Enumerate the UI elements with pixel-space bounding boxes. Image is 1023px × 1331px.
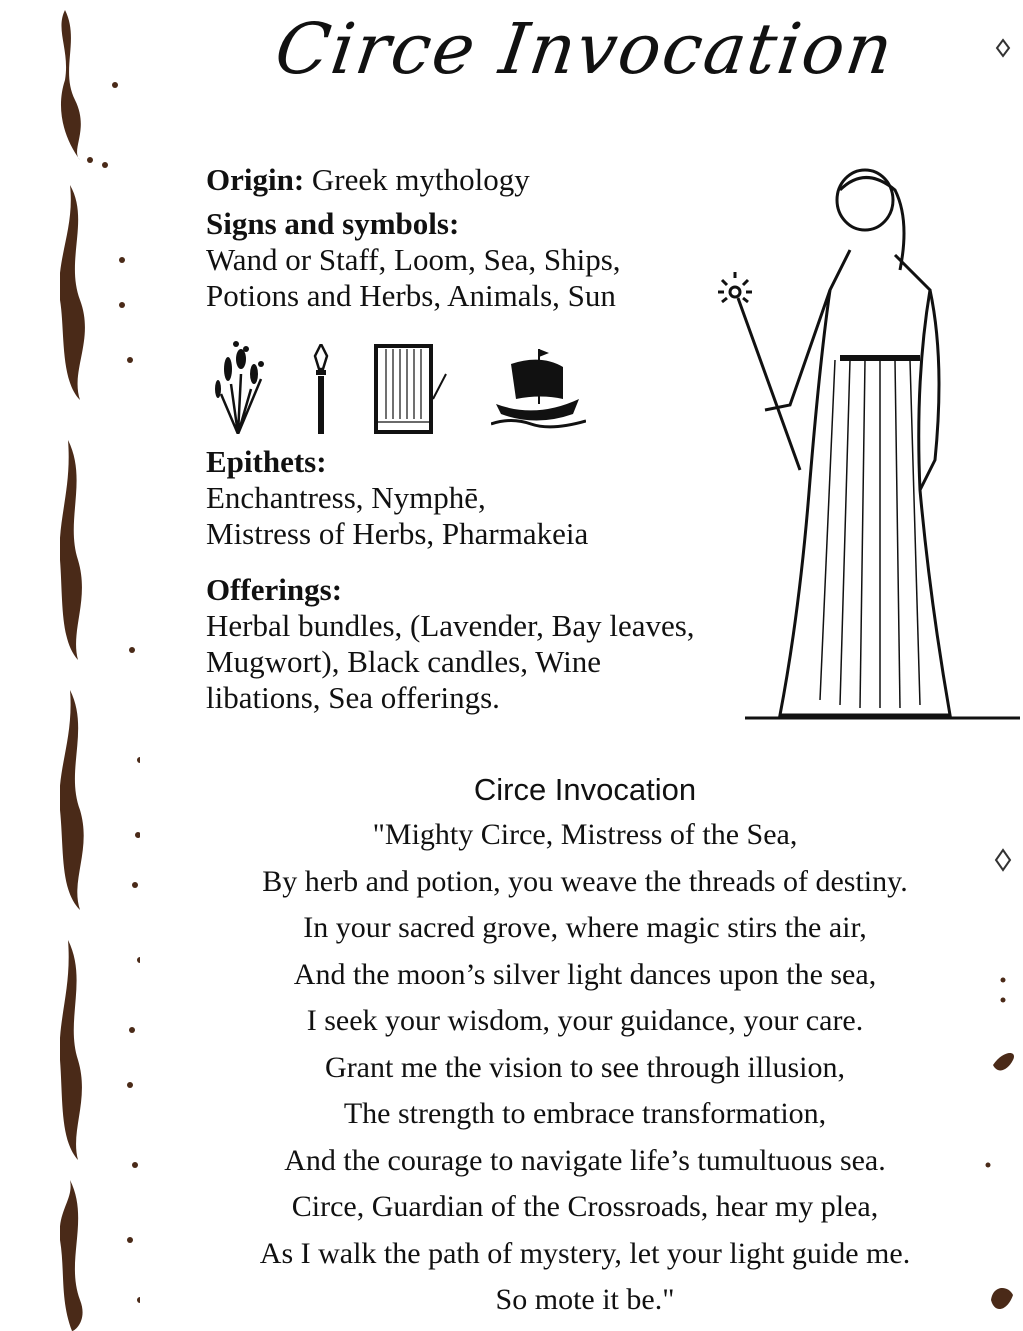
invocation-title: Circe Invocation xyxy=(473,772,697,807)
invocation-prayer xyxy=(200,772,970,1324)
ship-icon xyxy=(491,349,586,434)
circe-figure-illustration xyxy=(700,160,1020,740)
invocation-line: And the courage to navigate life’s tumultuous sea. xyxy=(284,1143,886,1177)
decorative-vine-border-left xyxy=(60,0,140,1331)
signs-line: Potions and Herbs, Animals, Sun xyxy=(206,278,616,313)
offerings-line: libations, Sea offerings. xyxy=(206,680,500,715)
staff-icon xyxy=(311,344,331,434)
offerings-section xyxy=(206,572,786,716)
invocation-line: "Mighty Circe, Mistress of the Sea, xyxy=(372,818,798,851)
epithets-section xyxy=(206,444,786,552)
invocation-line: By herb and potion, you weave the threads of destiny. xyxy=(262,864,908,898)
info-panel xyxy=(206,162,786,724)
offerings-line: Mugwort), Black candles, Wine xyxy=(206,644,602,679)
loom-icon xyxy=(371,344,451,434)
symbol-icons-row xyxy=(206,324,786,434)
page-title: Circe Invocation xyxy=(270,8,900,90)
invocation-line: I seek your wisdom, your guidance, your care. xyxy=(306,1004,864,1037)
epithets-line: Mistress of Herbs, Pharmakeia xyxy=(206,516,589,551)
invocation-line: Grant me the vision to see through illusion, xyxy=(325,1050,845,1084)
herbs-icon xyxy=(206,334,271,434)
invocation-line: So mote it be." xyxy=(495,1283,675,1316)
signs-label: Signs and symbols: xyxy=(206,206,460,241)
origin-label: Origin: xyxy=(206,162,305,197)
invocation-line: As I walk the path of mystery, let your light guide me. xyxy=(259,1236,911,1270)
epithets-label: Epithets: xyxy=(206,444,327,479)
invocation-line: In your sacred grove, where magic stirs the air, xyxy=(303,911,867,944)
origin-section xyxy=(206,162,786,198)
signs-line: Wand or Staff, Loom, Sea, Ships, xyxy=(206,242,621,277)
origin-value: Greek mythology xyxy=(311,162,530,197)
offerings-line: Herbal bundles, (Lavender, Bay leaves, xyxy=(206,608,695,643)
offerings-label: Offerings: xyxy=(206,572,343,607)
invocation-line: Circe, Guardian of the Crossroads, hear my plea, xyxy=(291,1190,879,1223)
invocation-line: And the moon’s silver light dances upon the sea, xyxy=(293,957,877,991)
epithets-line: Enchantress, Nymphē, xyxy=(206,480,486,515)
signs-section xyxy=(206,206,786,314)
invocation-line: The strength to embrace transformation, xyxy=(343,1097,827,1130)
